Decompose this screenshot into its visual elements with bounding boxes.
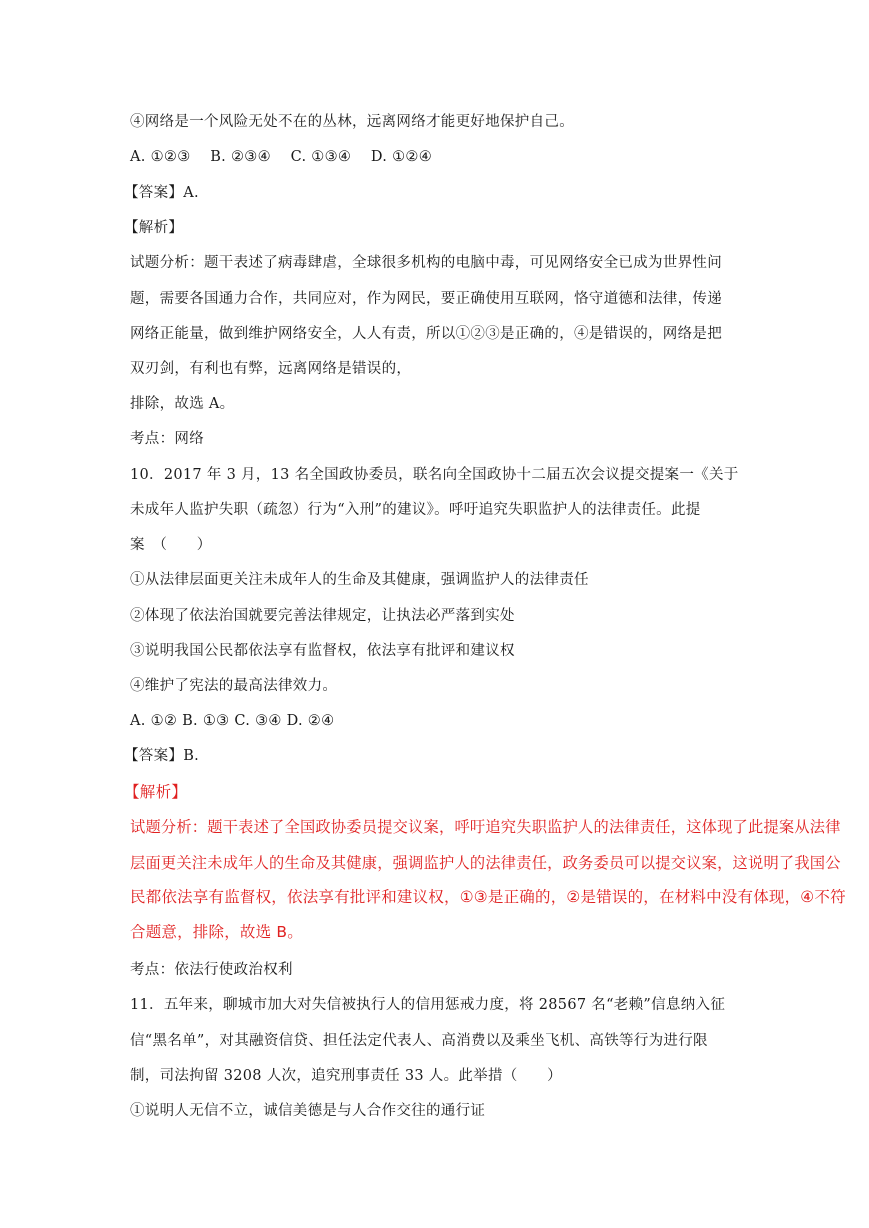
q10-option: ④维护了宪法的最高法律效力。 (130, 678, 338, 694)
q9-analysis-line: 题，需要各国通力合作，共同应对，作为网民，要正确使用互联网，恪守道德和法律，传递 (130, 291, 722, 307)
q10-answer: 【答案】B. (124, 748, 200, 764)
q10-analysis-heading: 【解析】 (124, 783, 188, 801)
q9-analysis-line: 网络正能量，做到维护网络安全，人人有责，所以①②③是正确的，④是错误的，网络是把 (130, 326, 722, 342)
q9-option-4: ④网络是一个风险无处不在的丛林，远离网络才能更好地保护自己。 (130, 114, 574, 130)
q10-stem-line: 10．2017 年 3 月，13 名全国政协委员，联名向全国政协十二届五次会议提交提案一《关于 (130, 467, 739, 483)
q10-choices: A. ①② B. ①③ C. ③④ D. ②④ (130, 713, 335, 729)
q10-stem-line: 案 （ ） (130, 537, 212, 553)
q10-option: ②体现了依法治国就要完善法律规定，让执法必严落到实处 (130, 608, 515, 624)
q10-stem-line: 未成年人监护失职（疏忽）行为“入刑”的建议》。呼吁追究失职监护人的法律责任。此提 (130, 502, 701, 518)
q10-analysis-line: 试题分析：题干表述了全国政协委员提交议案，呼吁追究失职监护人的法律责任，这体现了此提案从法律 (130, 818, 841, 836)
q9-analysis-line: 试题分析：题干表述了病毒肆虐，全球很多机构的电脑中毒，可见网络安全已成为世界性问 (130, 255, 722, 271)
q9-analysis-heading: 【解析】 (124, 220, 184, 236)
q10-knowledge-point: 考点：依法行使政治权利 (130, 962, 293, 978)
q10-analysis-line: 民都依法享有监督权，依法享有批评和建议权，①③是正确的，②是错误的，在材料中没有体现，④不符 (130, 888, 846, 906)
q10-analysis-line: 层面更关注未成年人的生命及其健康，强调监护人的法律责任，政务委员可以提交议案，这说明了我国公 (130, 854, 841, 872)
q9-analysis-line: 排除，故选 A。 (130, 396, 235, 412)
q11-stem-line: 信“黑名单”，对其融资信贷、担任法定代表人、高消费以及乘坐飞机、高铁等行为进行限 (130, 1033, 708, 1049)
q9-analysis-line: 双刃剑，有利也有弊，远离网络是错误的， (130, 361, 412, 377)
q9-knowledge-point: 考点：网络 (130, 431, 204, 447)
q10-option: ①从法律层面更关注未成年人的生命及其健康，强调监护人的法律责任 (130, 572, 589, 588)
q11-option: ①说明人无信不立，诚信美德是与人合作交往的通行证 (130, 1103, 486, 1119)
q11-stem-line: 11．五年来，聊城市加大对失信被执行人的信用惩戒力度，将 28567 名“老赖”信息纳入征 (130, 997, 726, 1013)
q9-choices: A. ①②③ B. ②③④ C. ①③④ D. ①②④ (130, 149, 433, 165)
q11-stem-line: 制，司法拘留 3208 人次，追究刑事责任 33 人。此举措（ ） (130, 1068, 562, 1084)
q9-answer: 【答案】A. (124, 185, 199, 201)
q10-option: ③说明我国公民都依法享有监督权，依法享有批评和建议权 (130, 643, 515, 659)
q10-analysis-line: 合题意，排除，故选 B。 (130, 923, 303, 941)
